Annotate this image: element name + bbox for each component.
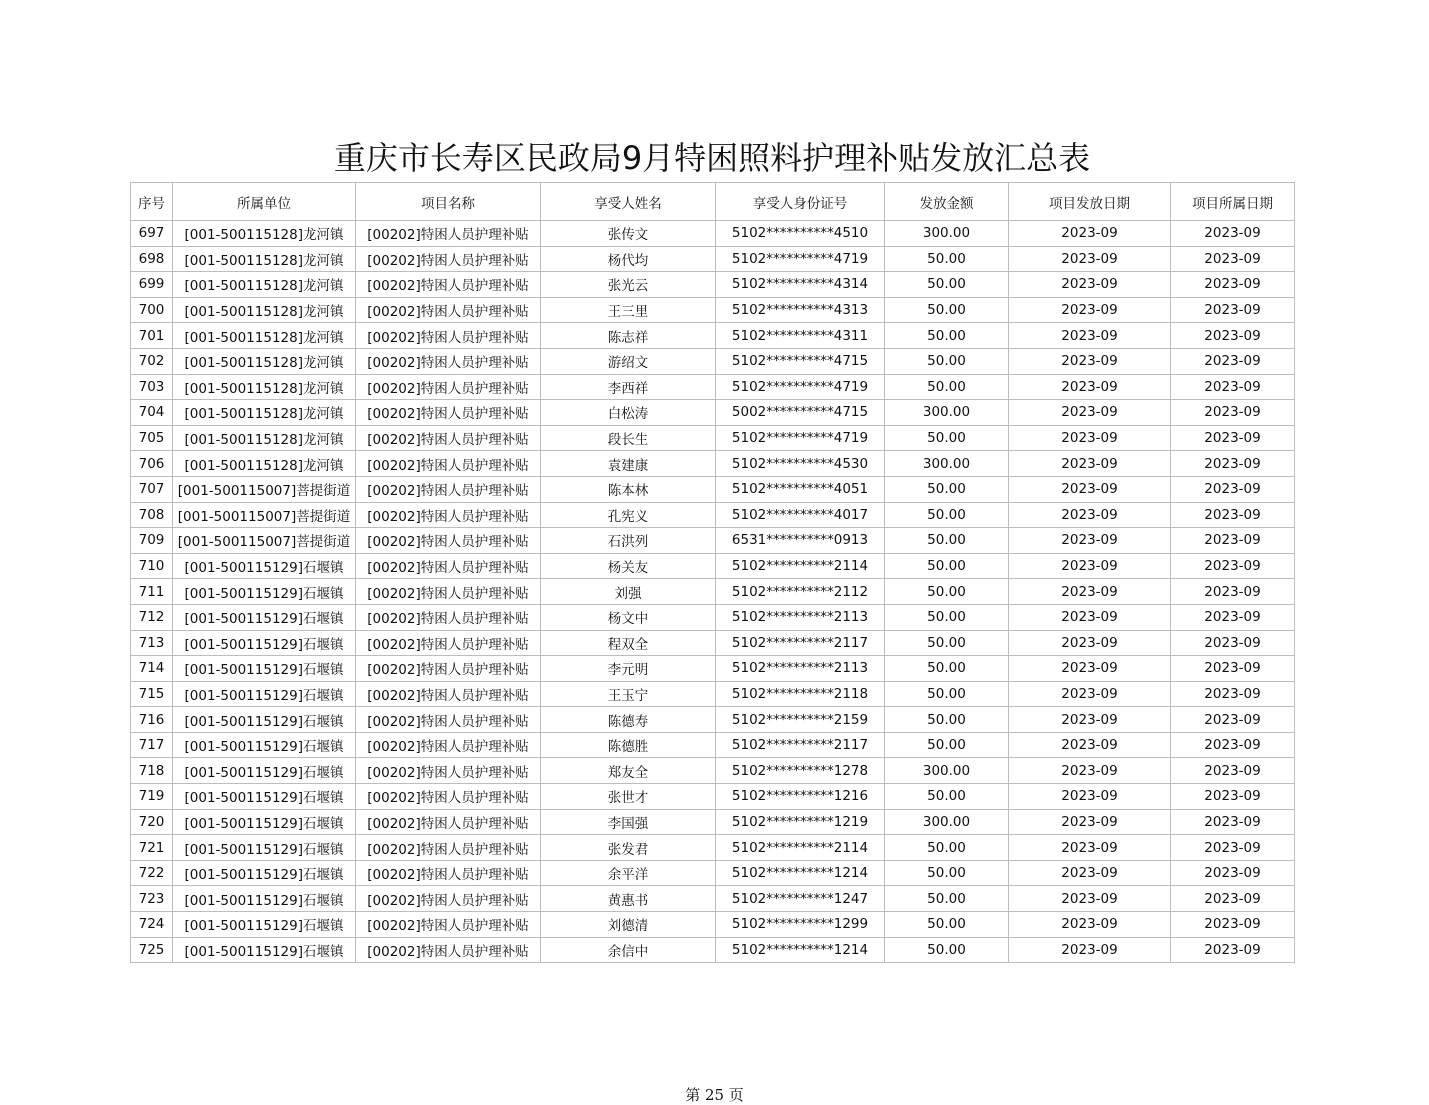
cell-amount: 50.00 [885, 297, 1009, 323]
table-row [131, 425, 1295, 451]
cell-seq: 702 [131, 348, 173, 374]
cell-seq: 700 [131, 297, 173, 323]
cell-amount: 50.00 [885, 681, 1009, 707]
cell-period-date: 2023-09 [1171, 348, 1295, 374]
cell-period-date: 2023-09 [1171, 323, 1295, 349]
cell-recipient-name: 刘德清 [541, 912, 716, 938]
cell-amount: 50.00 [885, 886, 1009, 912]
cell-period-date: 2023-09 [1171, 221, 1295, 247]
cell-recipient-name: 李元明 [541, 656, 716, 682]
cell-unit: [001-500115129]石堰镇 [173, 860, 356, 886]
cell-period-date: 2023-09 [1171, 272, 1295, 298]
cell-issue-date: 2023-09 [1009, 681, 1171, 707]
cell-project-name: [00202]特困人员护理补贴 [356, 476, 541, 502]
cell-project-name: [00202]特困人员护理补贴 [356, 630, 541, 656]
cell-amount: 50.00 [885, 272, 1009, 298]
table-row [131, 451, 1295, 477]
cell-issue-date: 2023-09 [1009, 937, 1171, 963]
table-row [131, 272, 1295, 298]
cell-recipient-name: 李西祥 [541, 374, 716, 400]
cell-period-date: 2023-09 [1171, 604, 1295, 630]
cell-period-date: 2023-09 [1171, 400, 1295, 426]
cell-issue-date: 2023-09 [1009, 246, 1171, 272]
cell-project-name: [00202]特困人员护理补贴 [356, 937, 541, 963]
cell-seq: 723 [131, 886, 173, 912]
cell-period-date: 2023-09 [1171, 451, 1295, 477]
cell-issue-date: 2023-09 [1009, 758, 1171, 784]
cell-project-name: [00202]特困人员护理补贴 [356, 323, 541, 349]
cell-period-date: 2023-09 [1171, 297, 1295, 323]
cell-recipient-name: 杨关友 [541, 553, 716, 579]
cell-recipient-id: 5102**********4510 [716, 221, 885, 247]
cell-unit: [001-500115129]石堰镇 [173, 886, 356, 912]
cell-amount: 50.00 [885, 937, 1009, 963]
cell-issue-date: 2023-09 [1009, 732, 1171, 758]
cell-recipient-id: 5102**********2117 [716, 630, 885, 656]
cell-recipient-name: 陈志祥 [541, 323, 716, 349]
cell-recipient-id: 5102**********2113 [716, 656, 885, 682]
cell-recipient-id: 5102**********2113 [716, 604, 885, 630]
cell-unit: [001-500115128]龙河镇 [173, 374, 356, 400]
table-row [131, 835, 1295, 861]
cell-recipient-id: 5102**********2118 [716, 681, 885, 707]
cell-recipient-name: 张光云 [541, 272, 716, 298]
cell-amount: 50.00 [885, 860, 1009, 886]
cell-project-name: [00202]特困人员护理补贴 [356, 425, 541, 451]
cell-amount: 50.00 [885, 553, 1009, 579]
cell-unit: [001-500115128]龙河镇 [173, 246, 356, 272]
cell-seq: 715 [131, 681, 173, 707]
cell-unit: [001-500115129]石堰镇 [173, 681, 356, 707]
cell-project-name: [00202]特困人员护理补贴 [356, 451, 541, 477]
table-row [131, 221, 1295, 247]
cell-period-date: 2023-09 [1171, 528, 1295, 554]
cell-recipient-id: 5102**********4051 [716, 476, 885, 502]
cell-project-name: [00202]特困人员护理补贴 [356, 528, 541, 554]
cell-unit: [001-500115129]石堰镇 [173, 937, 356, 963]
cell-seq: 724 [131, 912, 173, 938]
cell-issue-date: 2023-09 [1009, 835, 1171, 861]
cell-project-name: [00202]特困人员护理补贴 [356, 912, 541, 938]
table-row [131, 323, 1295, 349]
cell-unit: [001-500115128]龙河镇 [173, 451, 356, 477]
cell-seq: 705 [131, 425, 173, 451]
cell-period-date: 2023-09 [1171, 886, 1295, 912]
cell-issue-date: 2023-09 [1009, 860, 1171, 886]
cell-period-date: 2023-09 [1171, 860, 1295, 886]
table-row [131, 707, 1295, 733]
table-row [131, 630, 1295, 656]
cell-recipient-name: 李国强 [541, 809, 716, 835]
cell-recipient-name: 郑友全 [541, 758, 716, 784]
table-row [131, 656, 1295, 682]
page-title: 重庆市长寿区民政局9月特困照料护理补贴发放汇总表 [333, 139, 1091, 177]
column-header-unit: 所属单位 [173, 183, 356, 221]
cell-unit: [001-500115128]龙河镇 [173, 400, 356, 426]
cell-amount: 50.00 [885, 656, 1009, 682]
cell-amount: 50.00 [885, 348, 1009, 374]
cell-unit: [001-500115128]龙河镇 [173, 297, 356, 323]
cell-project-name: [00202]特困人员护理补贴 [356, 374, 541, 400]
cell-amount: 50.00 [885, 912, 1009, 938]
table-row [131, 886, 1295, 912]
column-header-seq: 序号 [131, 183, 173, 221]
cell-seq: 718 [131, 758, 173, 784]
cell-project-name: [00202]特困人员护理补贴 [356, 886, 541, 912]
cell-project-name: [00202]特困人员护理补贴 [356, 272, 541, 298]
cell-amount: 50.00 [885, 707, 1009, 733]
table-row [131, 297, 1295, 323]
cell-unit: [001-500115007]菩提街道 [173, 502, 356, 528]
cell-recipient-name: 孔宪义 [541, 502, 716, 528]
cell-period-date: 2023-09 [1171, 809, 1295, 835]
cell-issue-date: 2023-09 [1009, 707, 1171, 733]
cell-recipient-id: 5102**********2159 [716, 707, 885, 733]
table-row [131, 528, 1295, 554]
cell-project-name: [00202]特困人员护理补贴 [356, 656, 541, 682]
cell-period-date: 2023-09 [1171, 732, 1295, 758]
cell-seq: 719 [131, 784, 173, 810]
cell-recipient-id: 5102**********4719 [716, 374, 885, 400]
table-row [131, 553, 1295, 579]
cell-project-name: [00202]特困人员护理补贴 [356, 758, 541, 784]
cell-project-name: [00202]特困人员护理补贴 [356, 297, 541, 323]
table-row [131, 246, 1295, 272]
cell-recipient-id: 5002**********4715 [716, 400, 885, 426]
column-header-recipient-id: 享受人身份证号 [716, 183, 885, 221]
cell-recipient-name: 张发君 [541, 835, 716, 861]
cell-recipient-id: 5102**********2114 [716, 553, 885, 579]
cell-recipient-name: 黄惠书 [541, 886, 716, 912]
cell-issue-date: 2023-09 [1009, 221, 1171, 247]
cell-amount: 50.00 [885, 784, 1009, 810]
table-row [131, 937, 1295, 963]
cell-unit: [001-500115129]石堰镇 [173, 835, 356, 861]
cell-amount: 50.00 [885, 502, 1009, 528]
cell-seq: 708 [131, 502, 173, 528]
table-row [131, 579, 1295, 605]
cell-amount: 300.00 [885, 221, 1009, 247]
cell-amount: 50.00 [885, 425, 1009, 451]
cell-recipient-name: 王三里 [541, 297, 716, 323]
column-header-period-date: 项目所属日期 [1171, 183, 1295, 221]
cell-recipient-name: 白松涛 [541, 400, 716, 426]
cell-unit: [001-500115129]石堰镇 [173, 732, 356, 758]
cell-unit: [001-500115129]石堰镇 [173, 630, 356, 656]
cell-issue-date: 2023-09 [1009, 502, 1171, 528]
cell-amount: 50.00 [885, 579, 1009, 605]
cell-recipient-name: 刘强 [541, 579, 716, 605]
cell-period-date: 2023-09 [1171, 476, 1295, 502]
cell-issue-date: 2023-09 [1009, 912, 1171, 938]
cell-period-date: 2023-09 [1171, 707, 1295, 733]
cell-unit: [001-500115128]龙河镇 [173, 425, 356, 451]
cell-project-name: [00202]特困人员护理补贴 [356, 784, 541, 810]
cell-period-date: 2023-09 [1171, 425, 1295, 451]
cell-recipient-id: 5102**********1278 [716, 758, 885, 784]
table-row [131, 348, 1295, 374]
cell-recipient-id: 5102**********1299 [716, 912, 885, 938]
table-row [131, 809, 1295, 835]
cell-recipient-id: 5102**********4017 [716, 502, 885, 528]
cell-issue-date: 2023-09 [1009, 374, 1171, 400]
cell-unit: [001-500115128]龙河镇 [173, 221, 356, 247]
cell-period-date: 2023-09 [1171, 579, 1295, 605]
cell-recipient-name: 余信中 [541, 937, 716, 963]
cell-recipient-id: 5102**********1219 [716, 809, 885, 835]
cell-amount: 50.00 [885, 528, 1009, 554]
cell-recipient-id: 5102**********4311 [716, 323, 885, 349]
cell-unit: [001-500115129]石堰镇 [173, 707, 356, 733]
cell-amount: 50.00 [885, 246, 1009, 272]
cell-seq: 713 [131, 630, 173, 656]
cell-issue-date: 2023-09 [1009, 528, 1171, 554]
cell-issue-date: 2023-09 [1009, 272, 1171, 298]
table-body [131, 221, 1295, 963]
cell-unit: [001-500115129]石堰镇 [173, 758, 356, 784]
cell-period-date: 2023-09 [1171, 630, 1295, 656]
cell-seq: 709 [131, 528, 173, 554]
table-row [131, 732, 1295, 758]
cell-recipient-id: 5102**********2114 [716, 835, 885, 861]
cell-period-date: 2023-09 [1171, 656, 1295, 682]
cell-unit: [001-500115128]龙河镇 [173, 272, 356, 298]
cell-recipient-id: 5102**********4719 [716, 246, 885, 272]
cell-seq: 697 [131, 221, 173, 247]
cell-recipient-name: 陈德胜 [541, 732, 716, 758]
cell-seq: 710 [131, 553, 173, 579]
cell-project-name: [00202]特困人员护理补贴 [356, 579, 541, 605]
cell-amount: 50.00 [885, 374, 1009, 400]
cell-amount: 300.00 [885, 758, 1009, 784]
table-row [131, 784, 1295, 810]
cell-recipient-name: 游绍文 [541, 348, 716, 374]
cell-amount: 300.00 [885, 809, 1009, 835]
cell-recipient-id: 5102**********1214 [716, 860, 885, 886]
cell-period-date: 2023-09 [1171, 912, 1295, 938]
cell-unit: [001-500115129]石堰镇 [173, 912, 356, 938]
cell-seq: 698 [131, 246, 173, 272]
table-row [131, 476, 1295, 502]
cell-amount: 50.00 [885, 835, 1009, 861]
cell-issue-date: 2023-09 [1009, 425, 1171, 451]
cell-project-name: [00202]特困人员护理补贴 [356, 604, 541, 630]
cell-seq: 716 [131, 707, 173, 733]
cell-recipient-id: 5102**********2112 [716, 579, 885, 605]
column-header-issue-date: 项目发放日期 [1009, 183, 1171, 221]
cell-issue-date: 2023-09 [1009, 323, 1171, 349]
cell-recipient-id: 5102**********1247 [716, 886, 885, 912]
cell-amount: 50.00 [885, 323, 1009, 349]
cell-issue-date: 2023-09 [1009, 784, 1171, 810]
cell-recipient-id: 6531**********0913 [716, 528, 885, 554]
table-row [131, 681, 1295, 707]
cell-project-name: [00202]特困人员护理补贴 [356, 246, 541, 272]
cell-recipient-id: 5102**********4715 [716, 348, 885, 374]
cell-period-date: 2023-09 [1171, 681, 1295, 707]
cell-unit: [001-500115007]菩提街道 [173, 476, 356, 502]
cell-recipient-id: 5102**********4530 [716, 451, 885, 477]
cell-unit: [001-500115129]石堰镇 [173, 579, 356, 605]
cell-amount: 50.00 [885, 630, 1009, 656]
cell-amount: 50.00 [885, 732, 1009, 758]
cell-project-name: [00202]特困人员护理补贴 [356, 860, 541, 886]
cell-project-name: [00202]特困人员护理补贴 [356, 835, 541, 861]
cell-period-date: 2023-09 [1171, 246, 1295, 272]
table-row [131, 912, 1295, 938]
cell-period-date: 2023-09 [1171, 835, 1295, 861]
cell-amount: 300.00 [885, 451, 1009, 477]
cell-issue-date: 2023-09 [1009, 579, 1171, 605]
cell-seq: 704 [131, 400, 173, 426]
cell-seq: 725 [131, 937, 173, 963]
cell-project-name: [00202]特困人员护理补贴 [356, 809, 541, 835]
cell-unit: [001-500115129]石堰镇 [173, 809, 356, 835]
column-header-recipient-name: 享受人姓名 [541, 183, 716, 221]
cell-issue-date: 2023-09 [1009, 809, 1171, 835]
cell-period-date: 2023-09 [1171, 553, 1295, 579]
cell-seq: 722 [131, 860, 173, 886]
table-header-row [131, 183, 1295, 221]
cell-amount: 300.00 [885, 400, 1009, 426]
cell-issue-date: 2023-09 [1009, 297, 1171, 323]
cell-recipient-name: 程双全 [541, 630, 716, 656]
cell-unit: [001-500115007]菩提街道 [173, 528, 356, 554]
cell-issue-date: 2023-09 [1009, 451, 1171, 477]
cell-seq: 720 [131, 809, 173, 835]
cell-issue-date: 2023-09 [1009, 553, 1171, 579]
table-row [131, 400, 1295, 426]
cell-recipient-name: 王玉宁 [541, 681, 716, 707]
table-row [131, 374, 1295, 400]
cell-project-name: [00202]特困人员护理补贴 [356, 502, 541, 528]
cell-project-name: [00202]特困人员护理补贴 [356, 553, 541, 579]
cell-recipient-name: 张传文 [541, 221, 716, 247]
cell-seq: 721 [131, 835, 173, 861]
cell-seq: 703 [131, 374, 173, 400]
cell-unit: [001-500115129]石堰镇 [173, 553, 356, 579]
cell-period-date: 2023-09 [1171, 937, 1295, 963]
cell-seq: 707 [131, 476, 173, 502]
cell-issue-date: 2023-09 [1009, 476, 1171, 502]
cell-project-name: [00202]特困人员护理补贴 [356, 221, 541, 247]
cell-seq: 717 [131, 732, 173, 758]
cell-recipient-id: 5102**********1214 [716, 937, 885, 963]
cell-recipient-name: 杨文中 [541, 604, 716, 630]
cell-seq: 701 [131, 323, 173, 349]
column-header-project-name: 项目名称 [356, 183, 541, 221]
cell-recipient-name: 段长生 [541, 425, 716, 451]
cell-recipient-name: 杨代均 [541, 246, 716, 272]
cell-seq: 699 [131, 272, 173, 298]
cell-recipient-id: 5102**********1216 [716, 784, 885, 810]
cell-issue-date: 2023-09 [1009, 400, 1171, 426]
cell-recipient-name: 张世才 [541, 784, 716, 810]
cell-issue-date: 2023-09 [1009, 604, 1171, 630]
cell-seq: 706 [131, 451, 173, 477]
cell-issue-date: 2023-09 [1009, 630, 1171, 656]
cell-issue-date: 2023-09 [1009, 656, 1171, 682]
cell-recipient-id: 5102**********4314 [716, 272, 885, 298]
table-row [131, 604, 1295, 630]
cell-recipient-id: 5102**********4313 [716, 297, 885, 323]
cell-project-name: [00202]特困人员护理补贴 [356, 732, 541, 758]
cell-seq: 714 [131, 656, 173, 682]
cell-unit: [001-500115129]石堰镇 [173, 656, 356, 682]
cell-period-date: 2023-09 [1171, 374, 1295, 400]
cell-recipient-id: 5102**********2117 [716, 732, 885, 758]
cell-project-name: [00202]特困人员护理补贴 [356, 707, 541, 733]
cell-period-date: 2023-09 [1171, 784, 1295, 810]
cell-issue-date: 2023-09 [1009, 348, 1171, 374]
table-row [131, 758, 1295, 784]
cell-recipient-name: 余平洋 [541, 860, 716, 886]
page-number: 第 25 页 [685, 1086, 744, 1104]
cell-project-name: [00202]特困人员护理补贴 [356, 681, 541, 707]
cell-amount: 50.00 [885, 476, 1009, 502]
cell-project-name: [00202]特困人员护理补贴 [356, 348, 541, 374]
cell-recipient-name: 袁建康 [541, 451, 716, 477]
cell-unit: [001-500115129]石堰镇 [173, 604, 356, 630]
cell-unit: [001-500115128]龙河镇 [173, 323, 356, 349]
cell-recipient-name: 石洪列 [541, 528, 716, 554]
column-header-amount: 发放金额 [885, 183, 1009, 221]
subsidy-summary-table [130, 182, 1295, 963]
cell-issue-date: 2023-09 [1009, 886, 1171, 912]
cell-period-date: 2023-09 [1171, 502, 1295, 528]
cell-seq: 712 [131, 604, 173, 630]
cell-unit: [001-500115129]石堰镇 [173, 784, 356, 810]
cell-period-date: 2023-09 [1171, 758, 1295, 784]
table-row [131, 502, 1295, 528]
cell-amount: 50.00 [885, 604, 1009, 630]
cell-recipient-name: 陈本林 [541, 476, 716, 502]
cell-recipient-id: 5102**********4719 [716, 425, 885, 451]
cell-seq: 711 [131, 579, 173, 605]
table-row [131, 860, 1295, 886]
cell-recipient-name: 陈德寿 [541, 707, 716, 733]
cell-project-name: [00202]特困人员护理补贴 [356, 400, 541, 426]
cell-unit: [001-500115128]龙河镇 [173, 348, 356, 374]
